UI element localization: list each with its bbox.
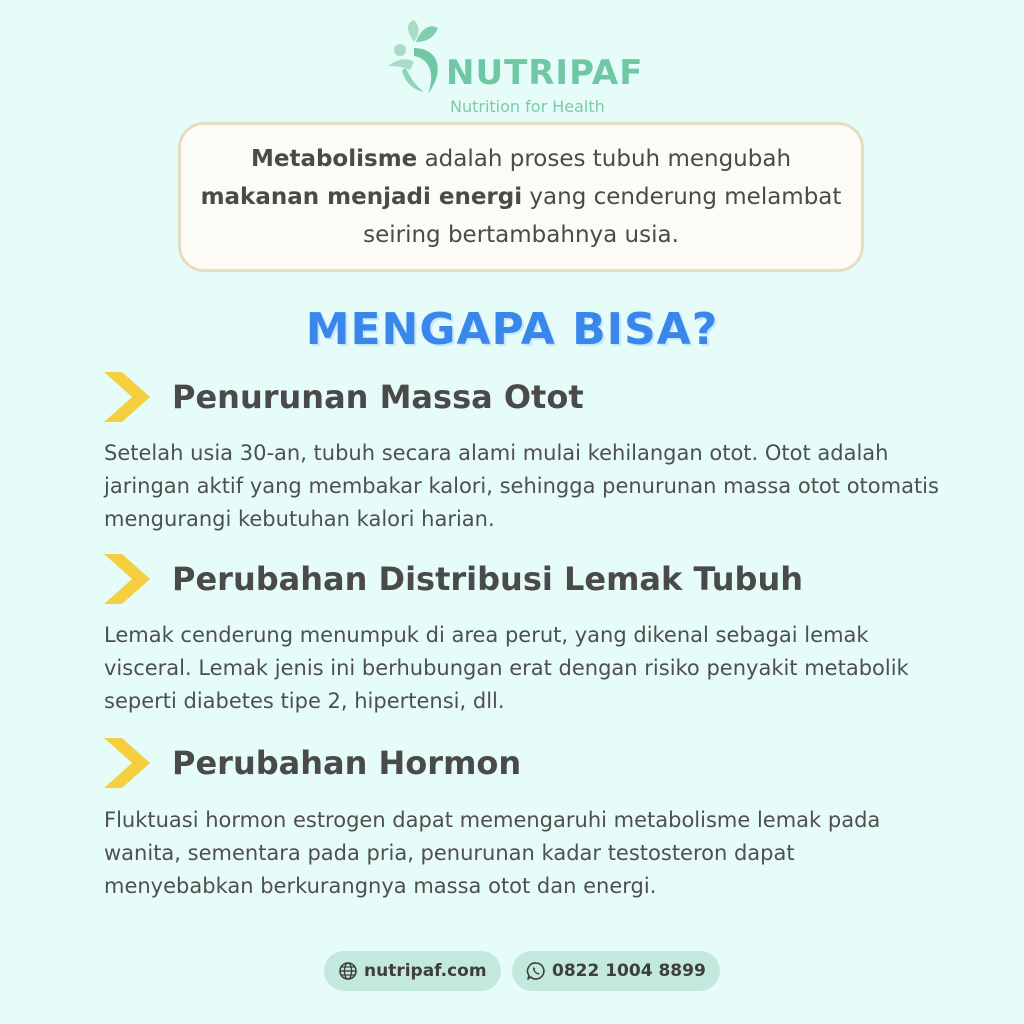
intro-emphasis: makanan menjadi energi (200, 184, 523, 210)
section-title: Perubahan Hormon (172, 744, 522, 782)
phone-label: 0822 1004 8899 (552, 961, 706, 981)
section-body: Fluktuasi hormon estrogen dapat memengaruhi metabolisme lemak pada wanita, sementara pada pria, penurunan kadar testosteron dapat menyebabkan berkurangnya massa otot dan energi. (104, 808, 881, 898)
section-body: Setelah usia 30-an, tubuh secara alami mulai kehilangan otot. Otot adalah jaringan aktif yang membakar kalori, sehingga penurunan massa otot otomatis mengurangi kebutuhan kalori harian. (104, 441, 939, 531)
intro-term: Metabolisme (250, 146, 418, 172)
intro-definition-card (178, 122, 864, 272)
intro-text (199, 140, 843, 254)
section-title: Perubahan Distribusi Lemak Tubuh (172, 560, 803, 598)
globe-icon (338, 961, 358, 981)
brand-name: NUTRIPAF (446, 53, 644, 93)
website-pill[interactable] (324, 951, 501, 991)
section-title: Penurunan Massa Otot (172, 378, 584, 416)
whatsapp-icon (526, 961, 546, 981)
brand-tagline: Nutrition for Health (450, 97, 605, 116)
intro-text-part: adalah proses tubuh mengubah (417, 146, 792, 172)
chevron-right-icon (102, 552, 152, 606)
section-body: Lemak cenderung menumpuk di area perut, yang dikenal sebagai lemak visceral. Lemak jenis ini berhubungan erat dengan risiko penyakit metabolik seperti diabetes tipe 2, hipertensi, dll. (104, 623, 909, 713)
page-headline: MENGAPA BISA? (305, 304, 719, 355)
intro-text-part: yang cenderung melambat seiring bertambahnya usia. (363, 184, 842, 248)
brand-logo (384, 20, 654, 116)
website-label: nutripaf.com (364, 961, 487, 981)
chevron-right-icon (102, 736, 152, 790)
chevron-right-icon (102, 370, 152, 424)
phone-pill[interactable] (512, 951, 720, 991)
leaf-figure-icon (384, 20, 450, 98)
